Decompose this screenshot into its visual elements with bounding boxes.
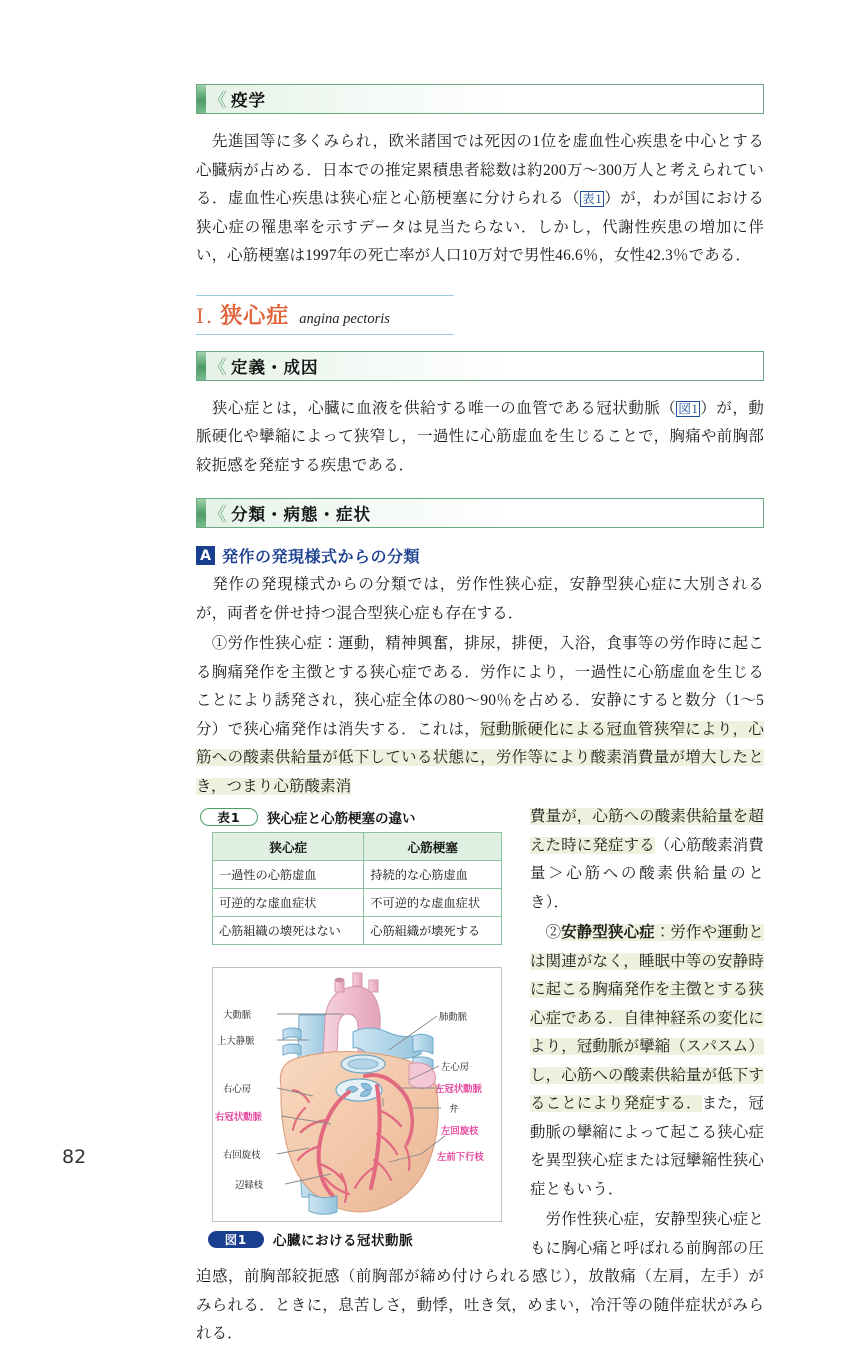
table-row (213, 861, 502, 889)
section-accent-block (197, 499, 206, 527)
table-column-header: 狭心症 (213, 833, 364, 861)
chapter-title-jp: 狭心症 (220, 303, 290, 329)
section-header-definition (196, 351, 764, 381)
table-cell: 可逆的な虚血症状 (213, 889, 364, 917)
table-row (213, 917, 502, 945)
text-run: （心筋酸素消費量＞心筋への酸素供給量のとき）． (530, 836, 764, 911)
highlighted-text: 冠動脈硬化による冠血管狭窄により，心筋への酸素供給量が低下している状態に，労作等により酸素消費量が増大したとき，つまり心筋酸素消 (196, 720, 764, 795)
table-cell: 心筋組織が壊死する (364, 917, 502, 945)
chapter-number: Ⅰ. (196, 303, 215, 328)
table-header-row (213, 833, 502, 861)
section-header-epidemiology (196, 84, 764, 114)
text-run: 狭心症とは，心臓に血液を供給する唯一の血管である冠状動脈（ (196, 399, 677, 417)
paragraph-effort-angina-part1 (196, 630, 764, 801)
table1-caption (200, 807, 514, 827)
table-cell: 不可逆的な虚血症状 (364, 889, 502, 917)
two-column-region (196, 803, 764, 1351)
figure-label-left-coronary-artery: 左冠状動脈 (435, 1084, 482, 1095)
chapter-heading (196, 295, 454, 335)
table-reference-link[interactable]: 表1 (582, 192, 602, 206)
table1-label-pill: 表1 (200, 808, 258, 826)
subheading-badge: A (196, 546, 215, 565)
text-run: ② (530, 924, 562, 941)
table-row (213, 889, 502, 917)
table-column-header: 心筋梗塞 (364, 833, 502, 861)
text-run: 先進国等に多くみられ，欧米諸国では死因の1位を虚血性心疾患を中心とする心臓病が占める．日本での推定累積患者総数は約200万〜300万人と考えられている．虚血性心疾患は狭心症と心筋梗塞に分けられる（ (196, 133, 764, 207)
double-chevron-icon: 《 (208, 503, 225, 526)
figure-label-superior-vena-cava: 上大静脈 (217, 1036, 255, 1047)
text-run: ）が，わが国における狭心症の罹患率を示すデータは見当たらない．しかし，代謝性疾患の増加に伴い，心筋梗塞は1997年の死亡率が人口10万対で男性46.6％，女性42.3％である． (196, 190, 764, 264)
figure-label-aorta: 大動脈 (223, 1010, 252, 1021)
figure-reference-link[interactable]: 図1 (678, 401, 698, 416)
text-run: ①労作性狭心症：運動，精神興奮，排尿，排便，入浴，食事等の労作時に起こる胸痛発作を主徴とする狭心症である．労作により，一過性に心筋虚血を生じることにより誘発され，狭心症全体の80〜90％を占める．安静にすると数分（1〜5分）で狭心痛発作は消失する．これは， (196, 635, 764, 738)
section-title: 定義・成因 (231, 357, 319, 377)
figure-label-left-atrium: 左心房 (441, 1062, 470, 1073)
figure1-caption (208, 1229, 514, 1249)
figure-label-marginal-branch: 辺縁枝 (235, 1180, 264, 1191)
table-cell: 一過性の心筋虚血 (213, 861, 364, 889)
paragraph-epidemiology (196, 128, 764, 271)
page-number: 82 (62, 1146, 87, 1168)
figure-label-right-atrium: 右心房 (223, 1084, 252, 1095)
figure1-label-pill: 図1 (208, 1231, 264, 1248)
figure-label-left-circumflex-branch: 左回旋枝 (441, 1126, 479, 1137)
term-rest-angina: 安静型狭心症 (561, 924, 655, 941)
text-run: また，冠動脈の攣縮によって起こる狭心症を異型狭心症または冠攣縮性狭心症ともいう． (530, 1095, 764, 1198)
subheading-attack-classification (196, 544, 764, 567)
page-content (196, 84, 764, 1351)
figure-label-left-anterior-descending: 左前下行枝 (437, 1152, 484, 1163)
table1-caption-text: 狭心症と心筋梗塞の違い (267, 811, 416, 827)
section-accent-block (197, 352, 206, 380)
subheading-label: 発作の発現様式からの分類 (222, 547, 421, 566)
section-title: 疫学 (231, 91, 266, 110)
figure-label-right-coronary-artery: 右冠状動脈 (215, 1112, 262, 1123)
left-float-column (196, 807, 514, 1249)
paragraph-symptoms: 労作性狭心症，安静型狭心症ともに胸心痛と呼ばれる前胸部の圧迫感，前胸部絞扼感（前胸部が締め付けられる感じ），放散痛（左肩，左手）がみられる．ときに，息苦しさ，動悸，吐き気，めまい，冷汗等の随伴症状がみられる． (196, 1211, 764, 1342)
figure1-caption-text: 心臓における冠状動脈 (273, 1233, 413, 1249)
table-angina-vs-infarction (212, 832, 502, 945)
figure-label-right-circumflex-branch: 右回旋枝 (223, 1150, 261, 1161)
double-chevron-icon: 《 (208, 89, 225, 112)
section-header-classification (196, 498, 764, 528)
text-run: ）が，動脈硬化や攣縮によって狭窄し，一過性に心筋虚血を生じることで，胸痛や前胸部絞扼感を発症する疾患である． (196, 399, 764, 474)
table-cell: 心筋組織の壊死はない (213, 917, 364, 945)
paragraph-classification-intro: 発作の発現様式からの分類では，労作性狭心症，安静型狭心症に大別されるが，両者を併せ持つ混合型狭心症も存在する． (196, 576, 764, 622)
figure-label-pulmonary-artery: 肺動脈 (439, 1012, 468, 1023)
double-chevron-icon: 《 (208, 356, 225, 378)
chapter-title-en: angina pectoris (299, 310, 390, 327)
figure1-heart-coronary-arteries (212, 967, 502, 1222)
highlighted-text: 費量が，心筋への酸素供給量を超えた時に発症する (530, 808, 764, 854)
highlighted-text: ：労作や運動とは関連がなく，睡眠中等の安静時に起こる胸痛発作を主徴とする狭心症である．自律神経系の変化により，冠動脈が攣縮（スパスム）し，心筋への酸素供給量が低下することにより発症する． (530, 924, 765, 1112)
section-title: 分類・病態・症状 (231, 505, 371, 524)
section-accent-block (197, 85, 206, 113)
table-cell: 持続的な心筋虚血 (364, 861, 502, 889)
figure-label-valve: 弁 (449, 1104, 459, 1115)
paragraph-definition (196, 395, 764, 481)
